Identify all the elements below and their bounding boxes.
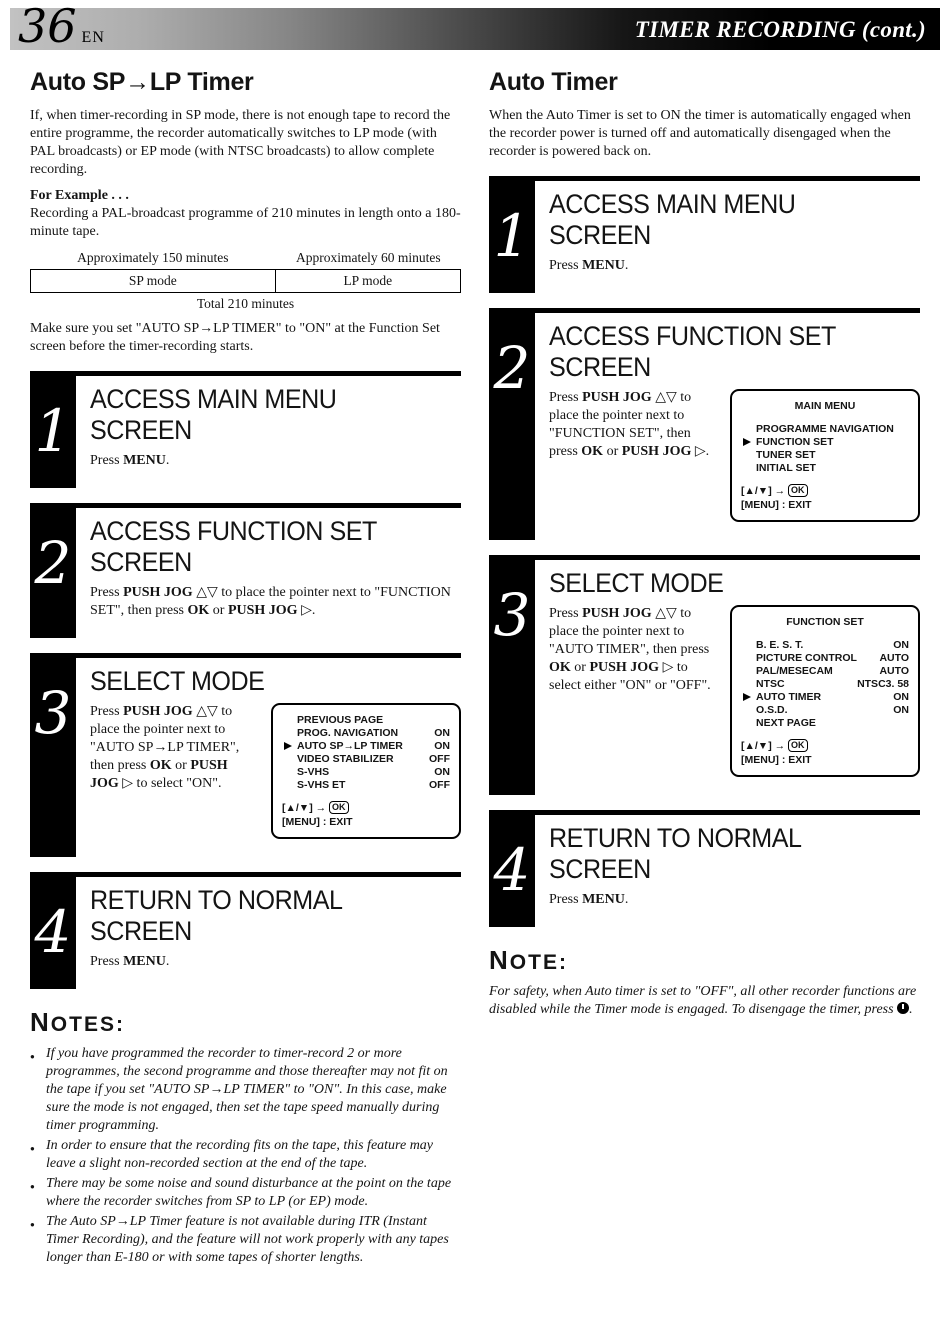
note-item: ● In order to ensure that the recording fits on the tape, this feature may leave a slight non-recorded section at the end of the tape. <box>30 1137 461 1173</box>
right-step-1 <box>489 176 920 293</box>
menu-item-value: AUTO <box>879 652 909 664</box>
page-number: 36 <box>18 0 77 53</box>
left-intro: If, when timer-recording in SP mode, there is not enough tape to record the entire programme, the recorder automatically switches to LP mode (with PAL broadcasts) or EP mode (with NTSC broadcasts) to allow complete recording. <box>30 108 451 177</box>
menu-row <box>741 449 909 462</box>
right-heading: Auto Timer <box>489 68 618 96</box>
exit-hint-label: [MENU] : EXIT <box>741 754 812 766</box>
menu-item-label: INITIAL SET <box>756 462 816 474</box>
menu-row <box>282 714 450 727</box>
menu-title: FUNCTION SET <box>786 616 864 628</box>
note-section <box>489 945 920 1019</box>
step-number-label: 2 <box>493 334 531 402</box>
step-number-label: 1 <box>493 202 531 270</box>
menu-row <box>282 766 450 779</box>
note-item: ● There may be some noise and sound disturbance at the point on the tape where the recorder switches from SP to LP (or EP) mode. <box>30 1175 461 1211</box>
step-number-label: 4 <box>34 898 72 966</box>
step-number <box>30 508 76 638</box>
step-instructions: Press PUSH JOG △▽ to place the pointer next to "FUNCTION SET", then press OK or PUSH JOG ▷. <box>90 585 451 618</box>
ok-key-badge: OK <box>788 739 808 752</box>
menu-row <box>741 639 909 652</box>
approx-sp-label: Approximately 150 minutes <box>77 250 229 265</box>
menu-row <box>741 423 909 436</box>
menu-row <box>741 704 909 717</box>
menu-item-label: NTSC <box>756 678 785 690</box>
section-title: TIMER RECORDING (cont.) <box>634 17 926 42</box>
step-title: ACCESS MAIN MENU SCREEN <box>90 384 337 445</box>
notes-heading: NOTES: <box>30 1007 125 1037</box>
tape-total-label: Total 210 minutes <box>196 296 295 311</box>
menu-item-label: S-VHS <box>297 766 330 778</box>
tape-approx-labels <box>30 250 461 266</box>
step-number <box>489 181 535 293</box>
step-number-label: 1 <box>34 397 72 465</box>
menu-item-label: TUNER SET <box>756 449 816 461</box>
menu-item-value <box>905 717 909 730</box>
osd-function-set-page2 <box>271 703 461 839</box>
exit-hint-label: [MENU] : EXIT <box>741 499 812 511</box>
exit-hint-label: [MENU] : EXIT <box>282 816 353 828</box>
menu-item-value: OFF <box>429 779 450 791</box>
menu-item-value: ON <box>434 740 450 752</box>
menu-row <box>741 678 909 691</box>
menu-item-value: OFF <box>429 753 450 765</box>
left-step-1 <box>30 371 461 488</box>
left-column <box>30 62 461 1269</box>
menu-item-label: O.S.D. <box>756 704 788 716</box>
right-column <box>489 62 920 1269</box>
step-title: RETURN TO NORMAL SCREEN <box>90 885 342 946</box>
menu-item-label: B. E. S. T. <box>756 639 804 651</box>
ok-key-badge: OK <box>329 801 349 814</box>
menu-row <box>741 717 909 730</box>
menu-item-label: PAL/MESECAM <box>756 665 833 677</box>
left-heading: Auto SP→LP Timer <box>30 68 254 96</box>
step-instructions: Press PUSH JOG △▽ to place the pointer next to "AUTO TIMER", then press OK or PUSH JOG ▷ to select either "ON" or "OFF". <box>549 606 711 693</box>
menu-row <box>741 462 909 475</box>
menu-item-value: AUTO <box>879 665 909 677</box>
note-heading: NOTE: <box>489 945 568 975</box>
ok-key-badge: OK <box>788 484 808 497</box>
menu-row-selected <box>741 436 909 449</box>
right-step-3 <box>489 555 920 795</box>
menu-footer <box>741 484 909 512</box>
menu-item-value: NTSC3. 58 <box>857 678 909 690</box>
step-instructions: Press MENU. <box>90 954 170 969</box>
step-number-label: 2 <box>34 529 72 597</box>
step-instructions: Press MENU. <box>549 892 629 907</box>
notes-list <box>30 1045 461 1267</box>
notes-section <box>30 1007 461 1267</box>
step-number-label: 3 <box>493 581 531 649</box>
step-instructions: Press MENU. <box>90 453 170 468</box>
step-instructions: Press PUSH JOG △▽ to place the pointer next to "AUTO SP→LP TIMER", then press OK or PUSH JOG ▷ to select "ON". <box>90 704 240 791</box>
menu-item-label: PROG. NAVIGATION <box>297 727 399 739</box>
menu-row <box>282 779 450 792</box>
content-columns <box>10 50 940 1269</box>
menu-item-value: ON <box>893 704 909 716</box>
step-number <box>30 376 76 488</box>
menu-item-label: PROGRAMME NAVIGATION <box>756 423 894 435</box>
pointer-icon <box>743 438 751 446</box>
menu-item-value <box>446 714 450 727</box>
timer-button-icon <box>897 1002 909 1014</box>
step-number <box>30 658 76 857</box>
menu-item-value: ON <box>434 766 450 778</box>
left-step-2 <box>30 503 461 638</box>
left-step-3 <box>30 653 461 857</box>
page-language: EN <box>81 29 105 46</box>
menu-item-label: VIDEO STABILIZER <box>297 753 394 765</box>
menu-row <box>282 727 450 740</box>
menu-item-value: ON <box>893 639 909 651</box>
lp-mode-cell: LP mode <box>343 273 393 288</box>
step-title: ACCESS MAIN MENU SCREEN <box>549 189 796 250</box>
menu-item-label: PICTURE CONTROL <box>756 652 857 664</box>
nav-keys-label: [▲/▼] → <box>282 802 330 814</box>
note-text: For safety, when Auto timer is set to "OFF", all other recorder functions are disabled while the Timer mode is engaged. To disengage the timer, press . <box>489 984 917 1017</box>
menu-title: MAIN MENU <box>794 400 856 412</box>
example-text: Recording a PAL-broadcast programme of 210 minutes in length onto a 180-minute tape. <box>30 206 461 239</box>
step-title: ACCESS FUNCTION SET SCREEN <box>90 516 377 577</box>
osd-main-menu <box>730 389 920 522</box>
step-number <box>489 313 535 540</box>
menu-row <box>741 665 909 678</box>
example-label: For Example . . . <box>30 188 129 203</box>
right-intro: When the Auto Timer is set to ON the timer is automatically engaged when the recorder power is turned off and automatically disengaged when the recorder is powered back on. <box>489 108 911 159</box>
pointer-icon <box>284 742 292 750</box>
menu-item-value: ON <box>434 727 450 739</box>
menu-row-selected <box>741 691 909 704</box>
menu-item-label: AUTO SP→LP TIMER <box>297 740 403 752</box>
step-instructions: Press MENU. <box>549 258 629 273</box>
nav-keys-label: [▲/▼] → <box>741 485 789 497</box>
menu-row <box>282 753 450 766</box>
page-number-block <box>10 0 105 53</box>
header-bar <box>10 0 940 53</box>
step-number-label: 4 <box>493 836 531 904</box>
menu-row-selected <box>282 740 450 753</box>
left-precondition-note: Make sure you set "AUTO SP→LP TIMER" to "ON" at the Function Set screen before the timer-recording starts. <box>30 321 440 354</box>
menu-item-label: AUTO TIMER <box>756 691 822 703</box>
menu-item-value: ON <box>893 691 909 703</box>
step-number <box>489 560 535 795</box>
menu-item-label: NEXT PAGE <box>756 717 816 729</box>
note-item: ● If you have programmed the recorder to timer-record 2 or more programmes, the second programme and those thereafter may not fit on the tape if you set "AUTO SP→LP TIMER" to "ON". In this case, make sure the mode is not engaged, then set the tape speed manually during timer programming. <box>30 1045 461 1135</box>
step-instructions: Press PUSH JOG △▽ to place the pointer next to "FUNCTION SET", then press OK or PUSH JOG ▷. <box>549 390 710 459</box>
pointer-icon <box>743 693 751 701</box>
step-number <box>30 877 76 989</box>
menu-footer <box>282 801 450 829</box>
menu-item-label: S-VHS ET <box>297 779 346 791</box>
step-number <box>489 815 535 927</box>
menu-item-label: FUNCTION SET <box>756 436 834 448</box>
menu-footer <box>741 739 909 767</box>
note-item: ● The Auto SP→LP Timer feature is not available during ITR (Instant Timer Recording), and the feature will not work properly with any tapes longer than E-180 or with some tapes of shorter lengths. <box>30 1213 461 1267</box>
step-title: SELECT MODE <box>90 666 265 696</box>
tape-mode-diagram <box>30 269 461 293</box>
left-step-4 <box>30 872 461 989</box>
step-number-label: 3 <box>34 679 72 747</box>
right-step-4 <box>489 810 920 927</box>
step-title: SELECT MODE <box>549 568 724 598</box>
menu-row <box>741 652 909 665</box>
step-title: ACCESS FUNCTION SET SCREEN <box>549 321 836 382</box>
sp-mode-cell: SP mode <box>31 270 276 292</box>
nav-keys-label: [▲/▼] → <box>741 740 789 752</box>
menu-item-label: PREVIOUS PAGE <box>297 714 384 726</box>
right-step-2 <box>489 308 920 540</box>
step-title: RETURN TO NORMAL SCREEN <box>549 823 801 884</box>
approx-lp-label: Approximately 60 minutes <box>295 250 441 265</box>
osd-function-set <box>730 605 920 777</box>
